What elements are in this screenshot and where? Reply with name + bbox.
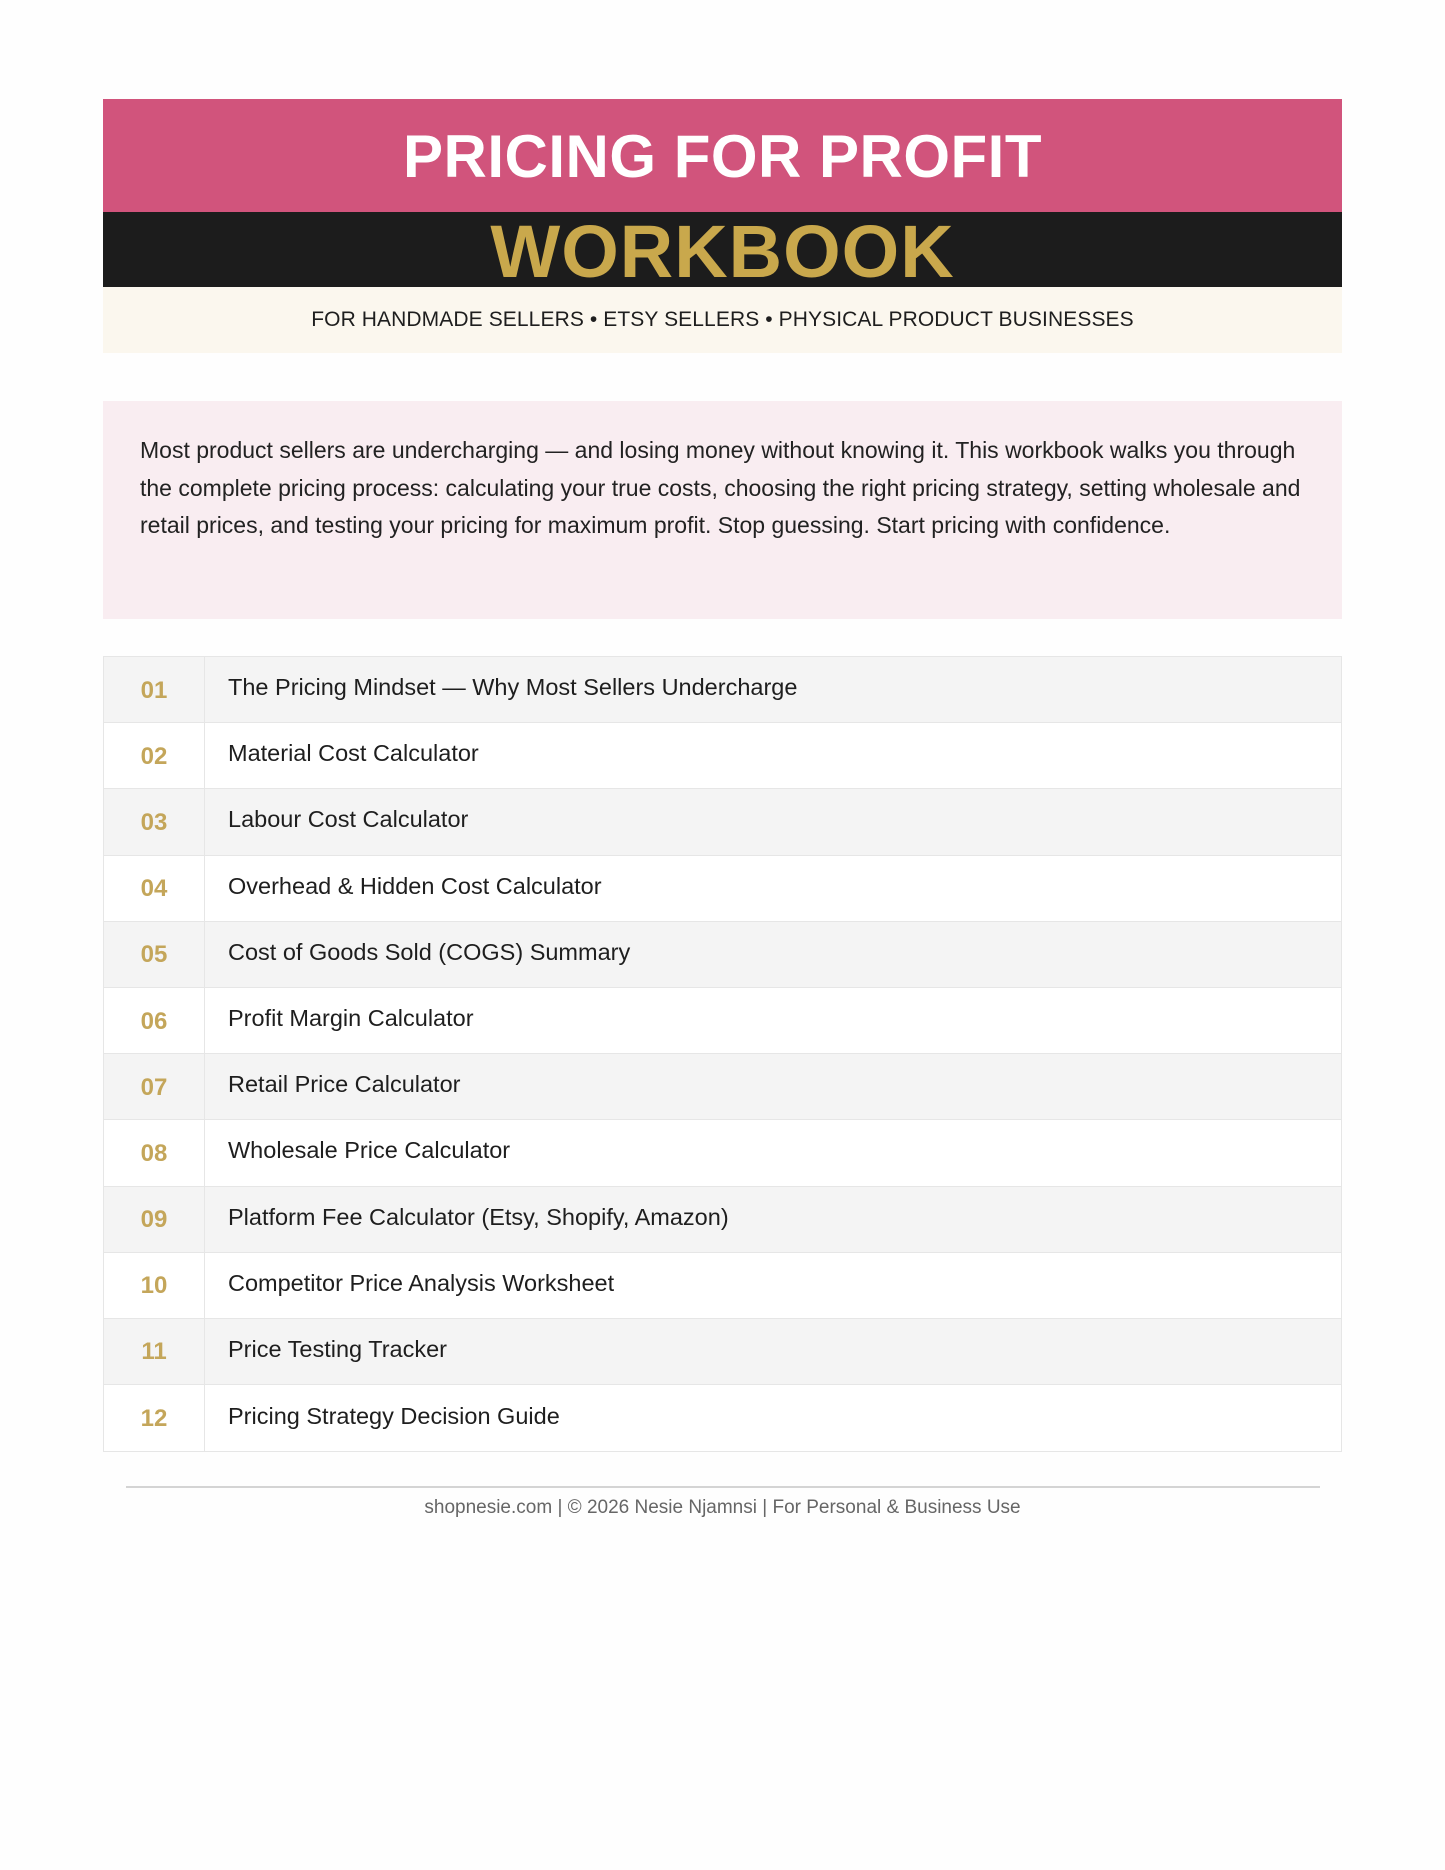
toc-number: 04 <box>104 856 205 921</box>
toc-number: 05 <box>104 922 205 987</box>
cover-header <box>103 99 1342 353</box>
intro-text: Most product sellers are undercharging — and losing money without knowing it. This workbook walks you through the complete pricing process: calculating your true costs, choosing the right pricing strategy, setting wholesale and retail prices, and testing your pricing for maximum profit. Stop guessing. Start pricing with confidence. <box>140 437 1301 538</box>
toc-title: Platform Fee Calculator (Etsy, Shopify, Amazon) <box>228 1203 729 1230</box>
workbook-label: WORKBOOK <box>490 212 955 287</box>
toc-title: Labour Cost Calculator <box>228 806 469 833</box>
toc-number: 03 <box>104 789 205 854</box>
toc-number: 01 <box>104 657 205 722</box>
toc-number: 09 <box>104 1187 205 1252</box>
toc-row <box>104 1385 1341 1451</box>
toc-title: Pricing Strategy Decision Guide <box>228 1402 560 1429</box>
tagline: FOR HANDMADE SELLERS • ETSY SELLERS • PHYSICAL PRODUCT BUSINESSES <box>311 308 1134 331</box>
toc-title: Price Testing Tracker <box>228 1335 447 1362</box>
toc-number: 10 <box>104 1253 205 1318</box>
toc-number: 08 <box>104 1120 205 1185</box>
footer-divider <box>126 1486 1320 1488</box>
toc-title: Overhead & Hidden Cost Calculator <box>228 872 602 899</box>
workbook-band <box>103 212 1342 287</box>
toc-number: 02 <box>104 723 205 788</box>
title-band <box>103 99 1342 212</box>
toc-number: 12 <box>104 1385 205 1451</box>
toc-row <box>104 723 1341 789</box>
toc-row <box>104 856 1341 922</box>
tagline-band <box>103 287 1342 353</box>
page-title: PRICING FOR PROFIT <box>403 122 1042 190</box>
toc-title: Wholesale Price Calculator <box>228 1137 511 1164</box>
toc-number: 06 <box>104 988 205 1053</box>
toc-row <box>104 1054 1341 1120</box>
toc-title: Profit Margin Calculator <box>228 1005 474 1032</box>
toc-title: Material Cost Calculator <box>228 740 479 767</box>
toc-row <box>104 1319 1341 1385</box>
toc-title: Cost of Goods Sold (COGS) Summary <box>228 938 631 965</box>
toc-row <box>104 1120 1341 1186</box>
toc-row <box>104 1187 1341 1253</box>
toc-row <box>104 657 1341 723</box>
toc-title: The Pricing Mindset — Why Most Sellers Undercharge <box>228 674 798 701</box>
footer-credits: shopnesie.com | © 2026 Nesie Njamnsi | For Personal & Business Use <box>424 1497 1021 1518</box>
intro-box <box>103 401 1342 619</box>
toc-number: 11 <box>104 1319 205 1384</box>
toc-row <box>104 922 1341 988</box>
toc-title: Retail Price Calculator <box>228 1071 461 1098</box>
toc-row <box>104 789 1341 855</box>
toc-number: 07 <box>104 1054 205 1119</box>
table-of-contents <box>103 656 1342 1452</box>
toc-row <box>104 988 1341 1054</box>
toc-row <box>104 1253 1341 1319</box>
toc-title: Competitor Price Analysis Worksheet <box>228 1269 615 1296</box>
